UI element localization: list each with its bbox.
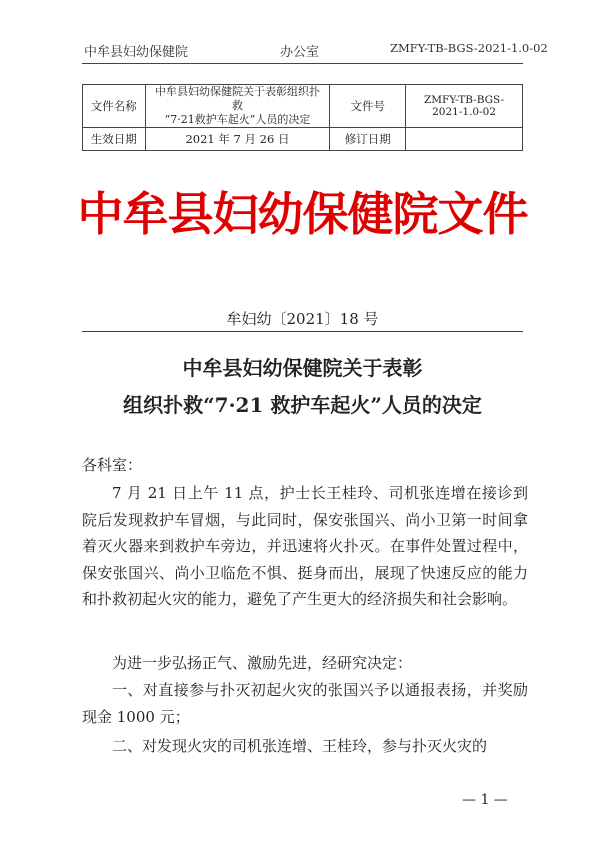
document-masthead: 中牟县妇幼保健院文件 xyxy=(77,187,528,241)
body-paragraph: 二、对发现火灾的司机张连增、王桂玲，参与扑灭火灾的 xyxy=(112,737,488,755)
effective-date-label: 生效日期 xyxy=(83,128,146,151)
body-paragraph: 为进一步弘扬正气、激励先进，经研究决定： xyxy=(112,654,413,672)
salutation: 各科室： xyxy=(82,456,143,474)
header-org: 中牟县妇幼保健院 xyxy=(84,45,189,60)
revise-date-value xyxy=(406,128,523,151)
masthead-rule xyxy=(82,331,523,332)
body-paragraph: 7 月 21 日上午 11 点，护士长王桂玲、司机张连增在接诊到院后发现救护车冒烟，与此同时，保安张国兴、尚小卫第一时间拿着灭火器来到救护车旁边，并迅速将火扑灭。在事件处置过程中，保安张国兴、尚小卫临危不惧、挺身而出，展现了快速反应的能力和扑救初起火灾的能力，避免了产生更大的经济损失和社会影响。 xyxy=(82,484,528,608)
header-dept: 办公室 xyxy=(280,45,320,60)
body-paragraph: 一、对直接参与扑灭初起火灾的张国兴予以通报表扬，并奖励现金 1000 元； xyxy=(82,681,528,726)
header-code: ZMFY-TB-BGS-2021-1.0-02 xyxy=(390,41,548,55)
page-number: — 1 — xyxy=(462,792,508,808)
revise-date-label: 修订日期 xyxy=(330,128,406,151)
document-number: 牟妇幼〔2021〕18 号 xyxy=(226,310,379,328)
meta-table xyxy=(82,84,523,151)
doc-name-line-1: 中牟县妇幼保健院关于表彰组织扑救 xyxy=(154,85,320,112)
doc-no-label: 文件号 xyxy=(330,85,406,128)
doc-no-value: ZMFY-TB-BGS-2021-1.0-02 xyxy=(406,85,523,128)
meta-row xyxy=(83,85,523,128)
doc-name-line-2: “7·21救护车起火”人员的决定 xyxy=(164,113,311,126)
meta-row xyxy=(83,128,523,151)
effective-date-value: 2021 年 7 月 26 日 xyxy=(145,128,330,151)
header-rule xyxy=(82,63,523,64)
doc-name-value xyxy=(145,85,330,128)
doc-name-label: 文件名称 xyxy=(83,85,146,128)
document-title-line-2: 组织扑救“7·21 救护车起火”人员的决定 xyxy=(123,393,482,417)
document-title-line-1: 中牟县妇幼保健院关于表彰 xyxy=(182,356,423,380)
